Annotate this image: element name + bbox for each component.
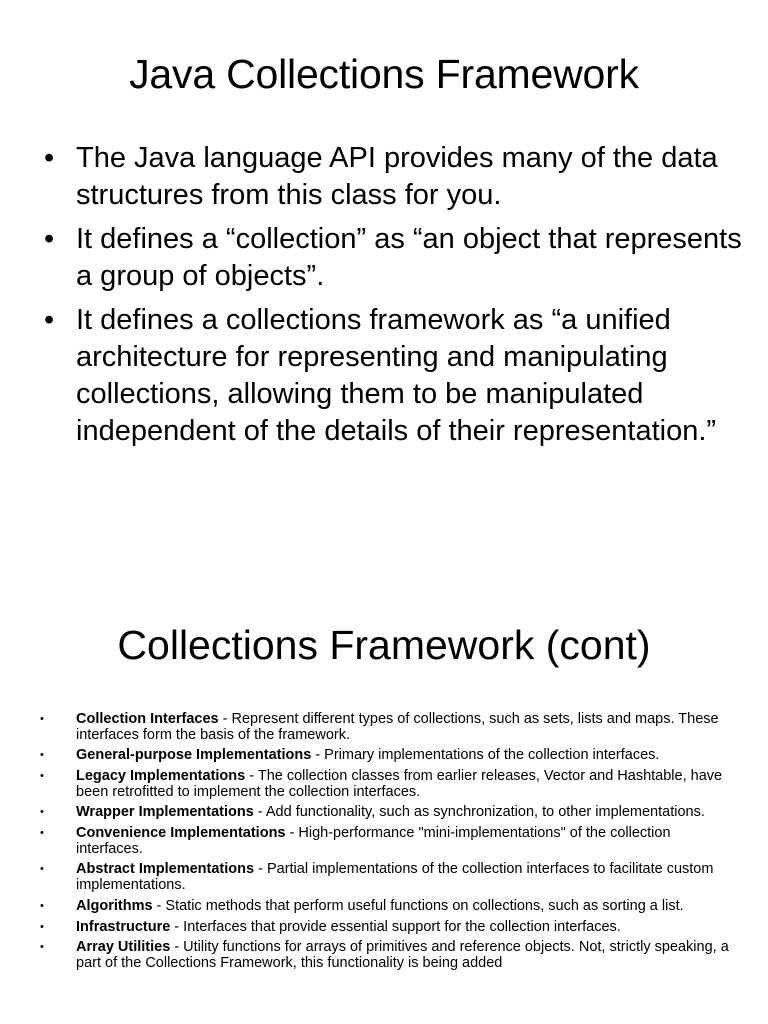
bullet-list bbox=[44, 140, 744, 457]
bullet-term: Abstract Implementations bbox=[76, 861, 255, 878]
bullet-item bbox=[40, 862, 730, 893]
bullet-term: Array Utilities bbox=[76, 939, 171, 956]
slide-title: Java Collections Framework bbox=[129, 51, 639, 97]
bullet-description: - High-performance "mini-implementations" of the collection interfaces. bbox=[76, 825, 671, 857]
bullet-term: General-purpose Implementations bbox=[76, 747, 312, 764]
bullet-description: - Represent different types of collections, such as sets, lists and maps. These interfaces form the basis of the framework. bbox=[76, 711, 719, 743]
bullet-item bbox=[40, 940, 730, 971]
bullet-dot-icon: • bbox=[44, 304, 55, 336]
bullet-item bbox=[40, 805, 730, 821]
bullet-item bbox=[40, 769, 730, 800]
bullet-term: Convenience Implementations bbox=[76, 825, 286, 842]
bullet-item bbox=[44, 302, 744, 450]
bullet-text: The Java language API provides many of the data structures from this class for you. bbox=[76, 142, 718, 211]
slide-collections-framework-cont bbox=[0, 595, 768, 1024]
bullet-dot-icon: • bbox=[40, 770, 44, 783]
bullet-term: Infrastructure bbox=[76, 918, 171, 935]
bullet-description: - The collection classes from earlier releases, Vector and Hashtable, have been retrofitted to implement the collection interfaces. bbox=[76, 768, 723, 800]
bullet-description: - Add functionality, such as synchronization, to other implementations. bbox=[253, 804, 705, 821]
bullet-description: - Primary implementations of the collection interfaces. bbox=[311, 747, 660, 764]
bullet-dot-icon: • bbox=[40, 920, 44, 933]
bullet-item bbox=[44, 140, 744, 214]
bullet-dot-icon: • bbox=[40, 941, 44, 954]
bullet-item bbox=[40, 826, 730, 857]
bullet-dot-icon: • bbox=[40, 899, 44, 912]
bullet-dot-icon: • bbox=[40, 749, 44, 762]
bullet-dot-icon: • bbox=[40, 863, 44, 876]
bullet-item bbox=[40, 920, 730, 936]
bullet-item bbox=[44, 221, 744, 295]
bullet-dot-icon: • bbox=[40, 713, 44, 725]
bullet-term: Legacy Implementations bbox=[76, 768, 246, 785]
bullet-description: - Interfaces that provide essential support for the collection interfaces. bbox=[170, 918, 621, 935]
bullet-list bbox=[40, 712, 730, 977]
bullet-term: Wrapper Implementations bbox=[76, 804, 254, 821]
bullet-item bbox=[40, 748, 730, 764]
bullet-description: - Utility functions for arrays of primitives and reference objects. Not, strictly speaking, a part of the Collections Framework, this functionality is being added bbox=[76, 939, 729, 971]
bullet-term: Algorithms bbox=[76, 897, 153, 914]
bullet-dot-icon: • bbox=[40, 827, 44, 840]
bullet-term: Collection Interfaces bbox=[76, 711, 219, 727]
bullet-item bbox=[40, 899, 730, 915]
bullet-item bbox=[40, 712, 730, 743]
bullet-description: - Static methods that perform useful functions on collections, such as sorting a list. bbox=[152, 897, 684, 914]
slide-title: Collections Framework (cont) bbox=[117, 622, 651, 668]
bullet-dot-icon: • bbox=[44, 223, 55, 255]
bullet-text: It defines a collections framework as “a unified architecture for representing and manipulating collections, allowing them to be manipulated independent of the details of their representation.” bbox=[76, 304, 717, 447]
bullet-text: It defines a “collection” as “an object that represents a group of objects”. bbox=[76, 223, 742, 292]
bullet-description: - Partial implementations of the collection interfaces to facilitate custom implementations. bbox=[76, 861, 714, 893]
bullet-dot-icon: • bbox=[44, 142, 55, 174]
bullet-dot-icon: • bbox=[40, 806, 44, 819]
